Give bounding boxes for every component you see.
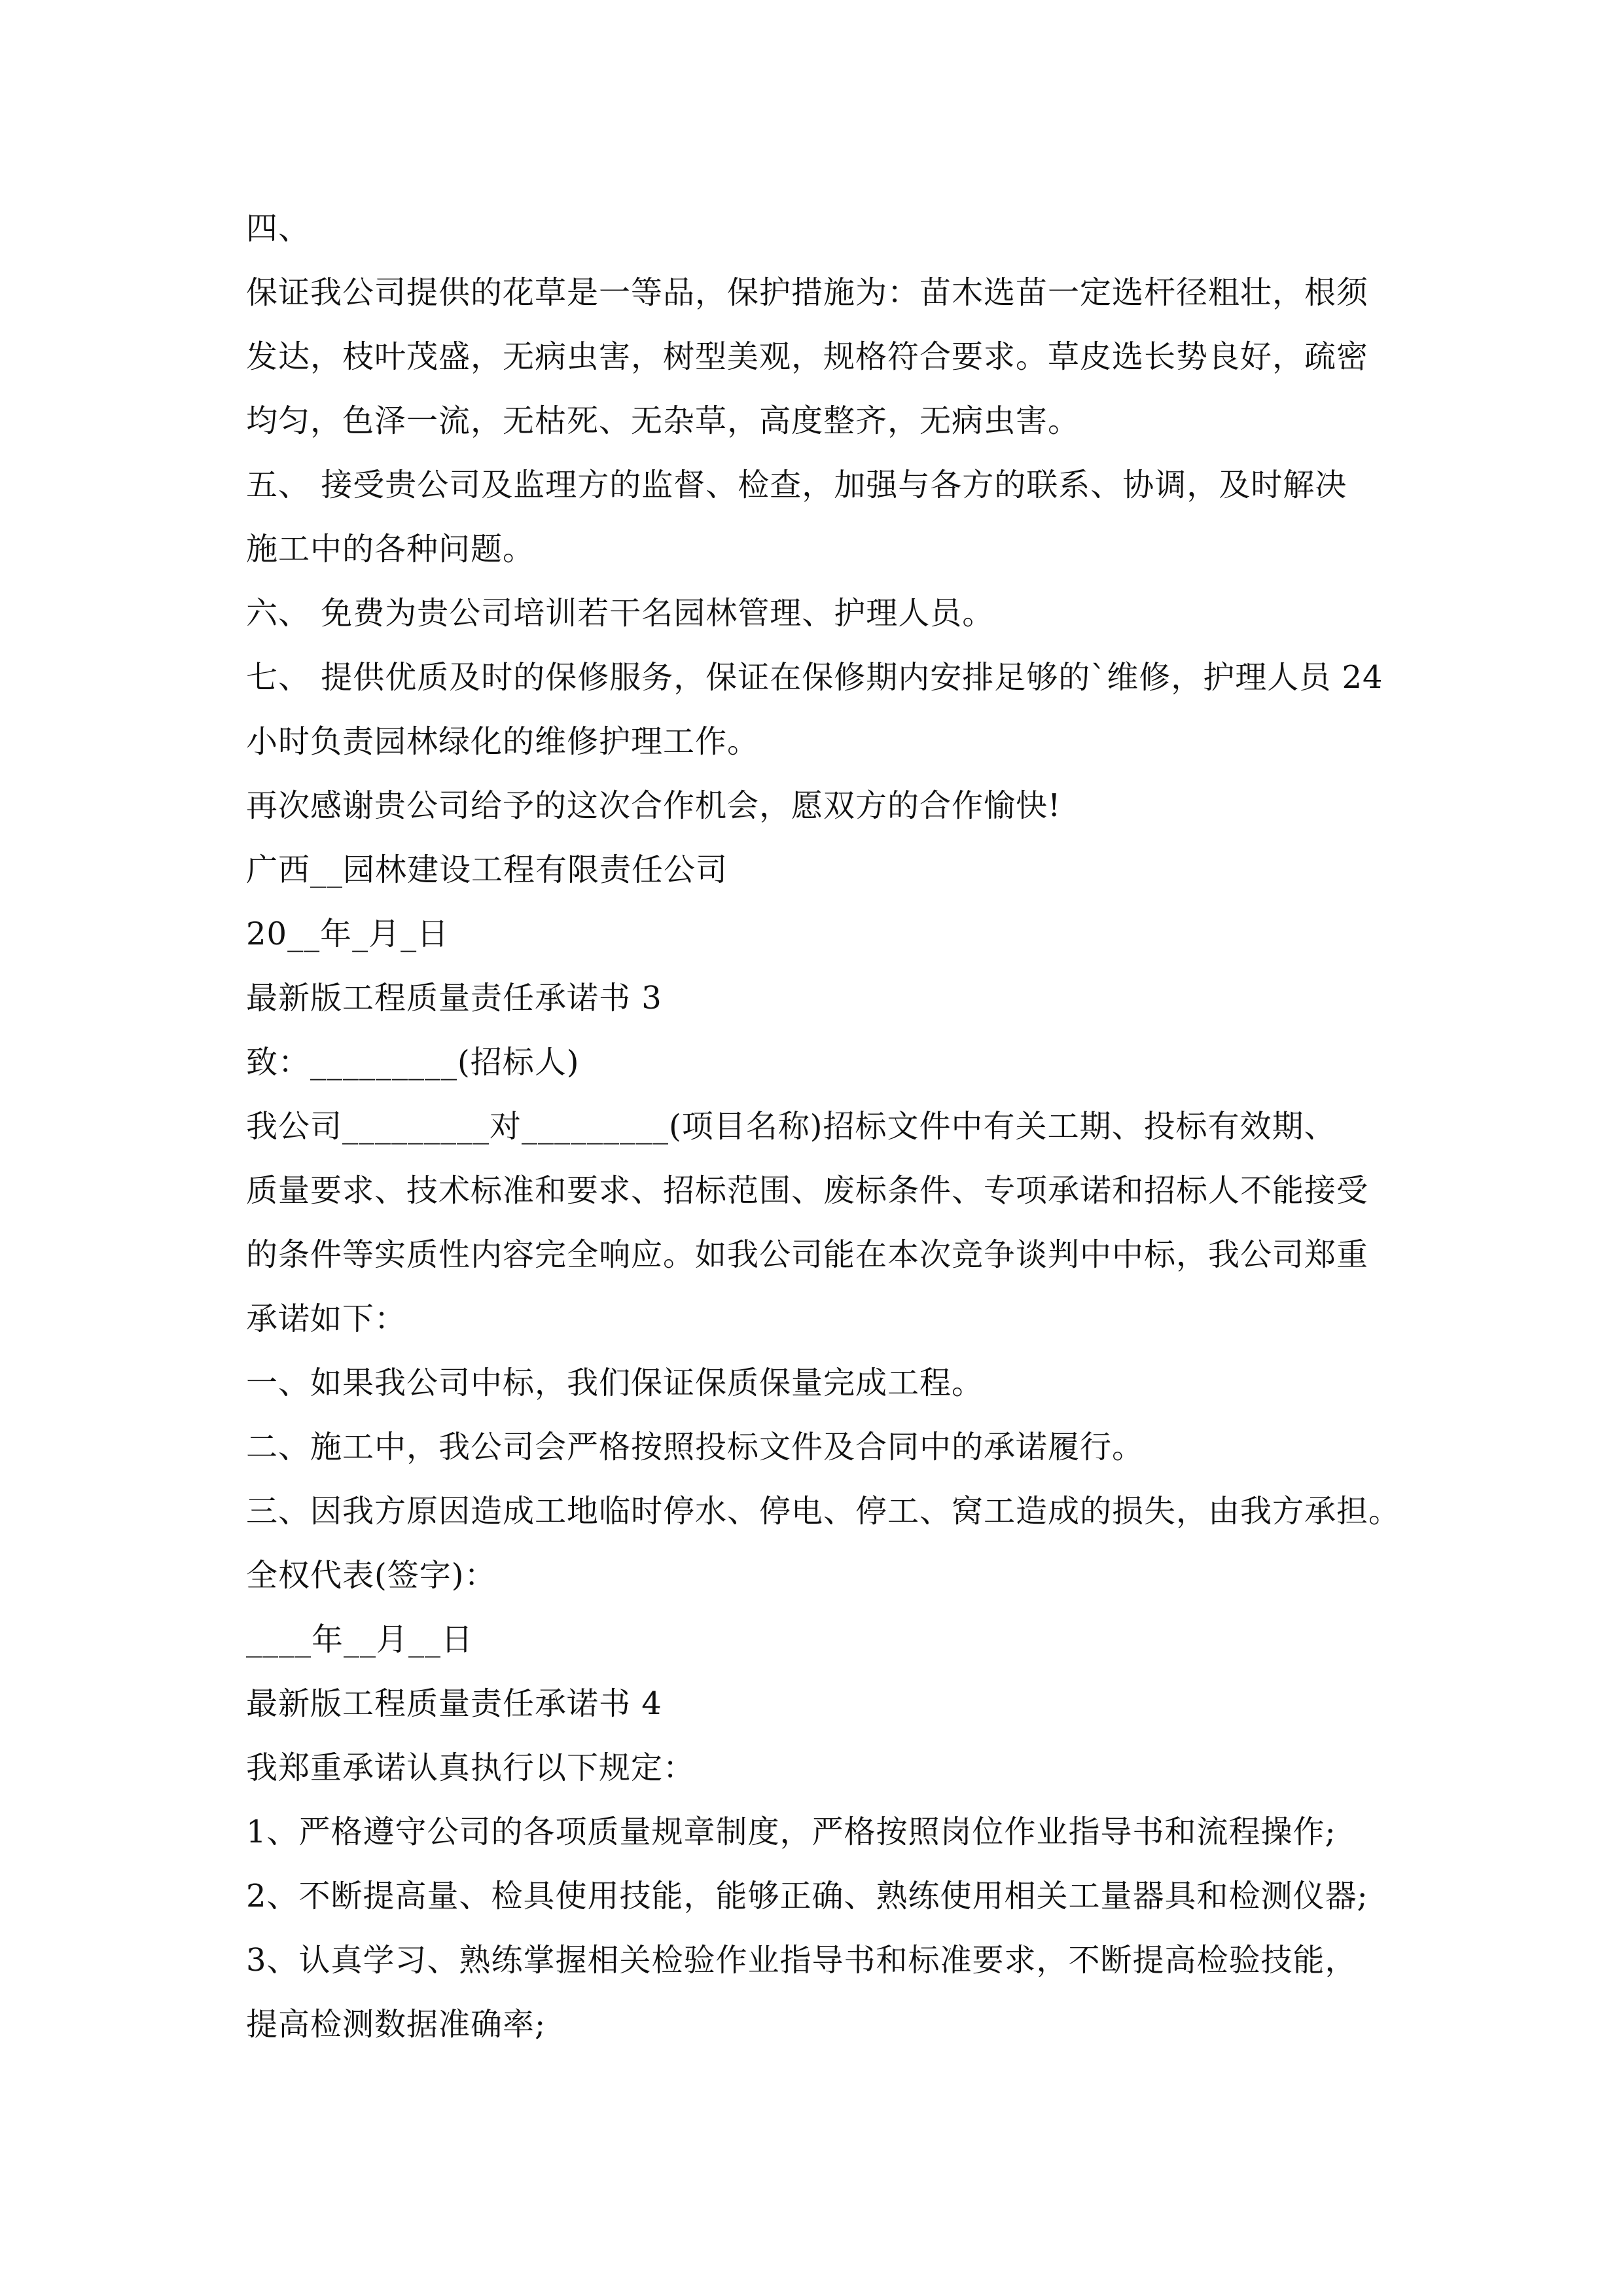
paragraph-line: 我郑重承诺认真执行以下规定：	[246, 1749, 696, 1786]
paragraph-line: 五、 接受贵公司及监理方的监督、检查，加强与各方的联系、协调，及时解决	[246, 467, 1347, 503]
rule-item: 2、不断提高量、检具使用技能，能够正确、熟练使用相关工量器具和检测仪器;	[246, 1878, 1368, 1914]
paragraph-line: 施工中的各种问题。	[246, 531, 535, 567]
commitment-item: 三、因我方原因造成工地临时停水、停电、停工、窝工造成的损失，由我方承担。	[246, 1493, 1401, 1530]
signature-line: 全权代表(签字)：	[246, 1557, 497, 1594]
rule-item: 提高检测数据准确率;	[246, 2006, 546, 2043]
section-heading-four: 四、	[246, 210, 311, 247]
date-line: 20__年_月_日	[246, 916, 450, 952]
paragraph-line: 承诺如下：	[246, 1300, 407, 1337]
company-signature: 广西__园林建设工程有限责任公司	[246, 852, 728, 888]
paragraph-line: 的条件等实质性内容完全响应。如我公司能在本次竞争谈判中中标，我公司郑重	[246, 1236, 1369, 1273]
paragraph-line: 再次感谢贵公司给予的这次合作机会，愿双方的合作愉快!	[246, 787, 1061, 824]
paragraph-line: 七、 提供优质及时的保修服务，保证在保修期内安排足够的`维修，护理人员 24	[246, 659, 1383, 696]
paragraph-line: 质量要求、技术标准和要求、招标范围、废标条件、专项承诺和招标人不能接受	[246, 1172, 1369, 1209]
paragraph-line: 六、 免费为贵公司培训若干名园林管理、护理人员。	[246, 595, 995, 632]
paragraph-line: 保证我公司提供的花草是一等品，保护措施为：苗木选苗一定选杆径粗壮，根须	[246, 274, 1369, 311]
commitment-item: 二、施工中，我公司会严格按照投标文件及合同中的承诺履行。	[246, 1429, 1145, 1465]
paragraph-line: 我公司_________对_________(项目名称)招标文件中有关工期、投标有效期、	[246, 1108, 1336, 1145]
paragraph-line: 发达，枝叶茂盛，无病虫害，树型美观，规格符合要求。草皮选长势良好，疏密	[246, 338, 1369, 375]
paragraph-line: 小时负责园林绿化的维修护理工作。	[246, 723, 760, 760]
rule-item: 1、严格遵守公司的各项质量规章制度，严格按照岗位作业指导书和流程操作;	[246, 1814, 1336, 1850]
date-line: ____年__月__日	[246, 1621, 474, 1658]
paragraph-line: 均匀，色泽一流，无枯死、无杂草，高度整齐，无病虫害。	[246, 403, 1080, 439]
document-title-4: 最新版工程质量责任承诺书 4	[246, 1685, 662, 1722]
document-title-3: 最新版工程质量责任承诺书 3	[246, 980, 662, 1016]
document-body	[246, 196, 1401, 2056]
addressee-line: 致：_________(招标人)	[246, 1044, 580, 1081]
commitment-item: 一、如果我公司中标，我们保证保质保量完成工程。	[246, 1365, 984, 1401]
rule-item: 3、认真学习、熟练掌握相关检验作业指导书和标准要求，不断提高检验技能，	[246, 1942, 1357, 1979]
